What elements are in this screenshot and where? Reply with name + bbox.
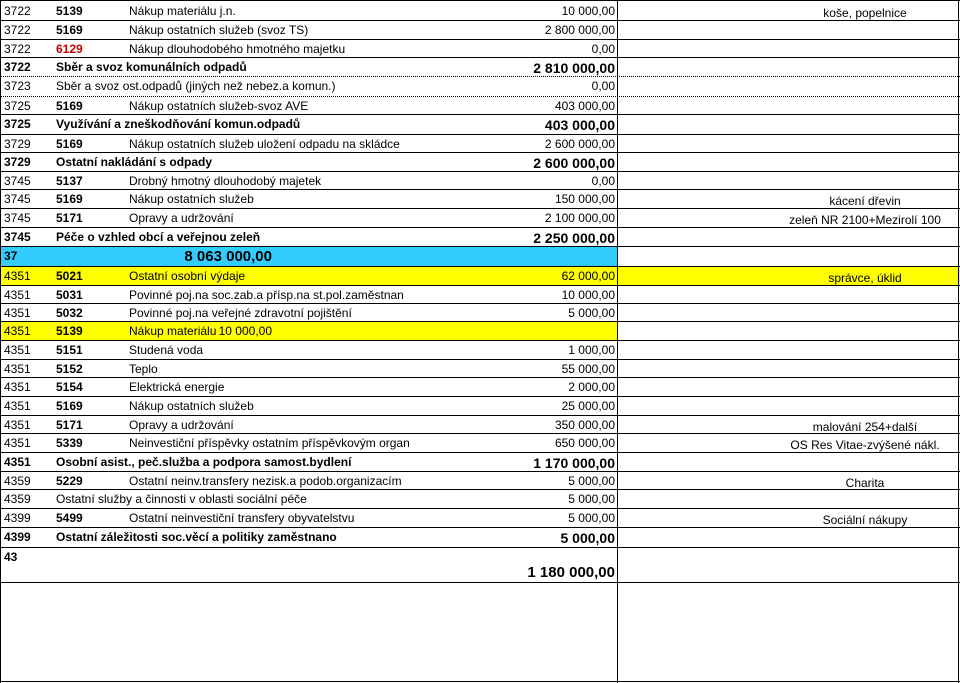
- paragraph-cell: 3745: [4, 174, 31, 188]
- column-border: [958, 0, 959, 683]
- paragraph-cell: 3725: [4, 99, 31, 113]
- grid-line: [0, 171, 960, 172]
- grid-line: [0, 340, 960, 341]
- amount-cell: 55 000,00: [561, 362, 615, 376]
- amount-cell: 8 063 000,00: [184, 248, 272, 265]
- item-name-cell: Nákup dlouhodobého hmotného majetku: [129, 42, 346, 56]
- item-code-cell: 5171: [56, 211, 83, 225]
- item-code-cell: 5139: [56, 4, 83, 18]
- table-row: [0, 416, 960, 434]
- item-code-cell: 5169: [56, 137, 83, 151]
- item-code-cell: 5169: [56, 23, 83, 37]
- paragraph-cell: 4351: [4, 343, 31, 357]
- item-name-cell: Nákup materiálu: [129, 324, 217, 338]
- grid-line: [0, 508, 960, 509]
- paragraph-cell: 4351: [4, 436, 31, 450]
- item-name-cell: Ostatní neinvestiční transfery obyvatelstvu: [129, 511, 355, 525]
- subtotal-row: [0, 77, 960, 97]
- amount-cell: 62 000,00: [561, 269, 615, 283]
- item-name-cell: Sběr a svoz ost.odpadů (jiných než nebez.a komun.): [56, 79, 336, 93]
- paragraph-cell: 4359: [4, 492, 31, 506]
- note-cell: zeleň NR 2100+Mezirolí 100: [789, 213, 941, 227]
- amount-cell: 5 000,00: [560, 530, 615, 546]
- grid-line: [0, 396, 960, 397]
- paragraph-cell: 4351: [4, 324, 31, 338]
- item-name-cell: Využívání a zneškodňování komun.odpadů: [56, 117, 301, 131]
- item-code-cell: 5031: [56, 288, 83, 302]
- item-name-cell: Sběr a svoz komunálních odpadů: [56, 60, 247, 74]
- subtotal-row: [0, 228, 960, 247]
- item-code-cell: 6129: [56, 42, 83, 56]
- grid-line: [0, 189, 960, 190]
- amount-cell: 5 000,00: [568, 511, 615, 525]
- grid-line: [0, 471, 960, 472]
- item-name-cell: Elektrická energie: [129, 380, 225, 394]
- item-code-cell: 5021: [56, 269, 83, 283]
- item-name-cell: Ostatní osobní výdaje: [129, 269, 246, 283]
- grid-line: [0, 359, 960, 360]
- item-name-cell: Teplo: [129, 362, 158, 376]
- amount-cell: 25 000,00: [561, 399, 615, 413]
- item-name-cell: Opravy a udržování: [129, 418, 234, 432]
- item-code-cell: 5032: [56, 306, 83, 320]
- table-row: [0, 267, 960, 286]
- table-row: [0, 341, 960, 360]
- grid-line: [0, 681, 960, 682]
- paragraph-cell: 3745: [4, 230, 31, 244]
- amount-cell: 0,00: [591, 42, 615, 56]
- grid-line: [0, 303, 960, 304]
- grid-line: [0, 152, 960, 153]
- item-code-cell: 5169: [56, 192, 83, 206]
- item-name-cell: Ostatní služby a činnosti v oblasti sociální péče: [56, 492, 307, 506]
- table-row: [0, 322, 617, 341]
- paragraph-cell: 3729: [4, 155, 31, 169]
- item-code-cell: 5154: [56, 380, 83, 394]
- item-name-cell: Nákup ostatních služeb: [129, 192, 254, 206]
- paragraph-cell: 37: [4, 249, 18, 263]
- grid-line: [0, 0, 960, 1]
- paragraph-cell: 4359: [4, 474, 31, 488]
- table-row: [0, 2, 960, 21]
- item-code-cell: 5137: [56, 174, 83, 188]
- table-row: [0, 190, 960, 209]
- item-name-cell: Ostatní záležitosti soc.věcí a politiky zaměstnano: [56, 530, 337, 544]
- table-row: [0, 472, 960, 490]
- amount-cell: 2 800 000,00: [544, 23, 615, 37]
- grid-line: [0, 547, 960, 548]
- paragraph-cell: 4399: [4, 530, 31, 544]
- grid-line: [0, 527, 960, 528]
- note-cell: kácení dřevin: [829, 194, 901, 208]
- amount-cell: 5 000,00: [568, 492, 615, 506]
- subtotal-row: [0, 115, 960, 135]
- item-code-cell: 5229: [56, 474, 83, 488]
- paragraph-cell: 3722: [4, 4, 31, 18]
- amount-cell: 2 810 000,00: [533, 60, 615, 76]
- grid-line: [0, 96, 960, 97]
- grid-line: [0, 227, 960, 228]
- amount-cell: 1 180 000,00: [527, 564, 615, 581]
- table-row: [0, 360, 960, 378]
- item-name-cell: Nákup ostatních služeb: [129, 399, 254, 413]
- grid-line: [0, 266, 960, 267]
- amount-cell: 403 000,00: [554, 99, 615, 113]
- column-border: [0, 0, 1, 683]
- grid-line: [0, 377, 960, 378]
- paragraph-cell: 3745: [4, 192, 31, 206]
- paragraph-cell: 4351: [4, 399, 31, 413]
- subtotal-row: [0, 153, 960, 172]
- item-name-cell: Drobný hmotný dlouhodobý majetek: [129, 174, 322, 188]
- grid-line: [0, 452, 960, 453]
- item-code-cell: 5139: [56, 324, 83, 338]
- paragraph-cell: 4351: [4, 362, 31, 376]
- item-name-cell: Osobní asist., peč.služba a podpora samost.bydlení: [56, 455, 352, 469]
- amount-cell: 10 000,00: [218, 324, 272, 338]
- paragraph-cell: 4351: [4, 306, 31, 320]
- paragraph-cell: 4351: [4, 380, 31, 394]
- amount-cell: 2 100 000,00: [544, 211, 615, 225]
- grid-line: [0, 208, 960, 209]
- paragraph-cell: 43: [4, 550, 18, 564]
- paragraph-cell: 4351: [4, 288, 31, 302]
- grid-line: [0, 582, 960, 583]
- item-name-cell: Opravy a udržování: [129, 211, 234, 225]
- amount-cell: 1 000,00: [568, 343, 615, 357]
- column-border: [617, 0, 618, 683]
- note-cell: OS Res Vitae-zvýšené nákl.: [790, 438, 940, 452]
- item-name-cell: Ostatní neinv.transfery nezisk.a podob.organizacím: [129, 474, 402, 488]
- table-row: [0, 209, 960, 228]
- amount-cell: 5 000,00: [568, 474, 615, 488]
- table-row: [0, 40, 960, 58]
- table-row: [0, 286, 960, 304]
- item-code-cell: 5339: [56, 436, 83, 450]
- item-name-cell: Povinné poj.na soc.zab.a přísp.na st.pol.zaměstnan: [129, 288, 404, 302]
- amount-cell: 2 600 000,00: [533, 155, 615, 171]
- paragraph-cell: 3722: [4, 60, 31, 74]
- grid-line: [0, 489, 960, 490]
- paragraph-cell: 4351: [4, 455, 31, 469]
- table-row: [0, 304, 960, 322]
- amount-cell: 10 000,00: [561, 288, 615, 302]
- table-row: [0, 97, 960, 115]
- amount-cell: 2 000,00: [568, 380, 615, 394]
- amount-cell: 650 000,00: [554, 436, 615, 450]
- subtotal-row: [0, 247, 617, 267]
- grid-line: [0, 20, 960, 21]
- amount-cell: 1 170 000,00: [533, 455, 615, 471]
- subtotal-row: [0, 453, 960, 472]
- item-name-cell: Ostatní nakládání s odpady: [56, 155, 213, 169]
- amount-cell: 350 000,00: [554, 418, 615, 432]
- grid-line: [0, 246, 960, 247]
- amount-cell: 10 000,00: [561, 4, 615, 18]
- item-name-cell: Nákup ostatních služeb-svoz AVE: [129, 99, 309, 113]
- table-row: [0, 135, 960, 153]
- item-code-cell: 5169: [56, 99, 83, 113]
- table-row: [0, 378, 960, 397]
- amount-cell: 150 000,00: [554, 192, 615, 206]
- amount-cell: 2 250 000,00: [533, 230, 615, 246]
- item-code-cell: 5499: [56, 511, 83, 525]
- note-cell: koše, popelnice: [823, 6, 907, 20]
- item-name-cell: Péče o vzhled obcí a veřejnou zeleň: [56, 230, 261, 244]
- subtotal-row: [0, 58, 960, 77]
- note-cell: Charita: [845, 476, 885, 490]
- amount-cell: 0,00: [591, 79, 615, 93]
- item-name-cell: Nákup ostatních služeb uložení odpadu na skládce: [129, 137, 400, 151]
- table-row: [0, 397, 960, 416]
- table-row: [0, 21, 960, 40]
- paragraph-cell: 3745: [4, 211, 31, 225]
- item-name-cell: Nákup ostatních služeb (svoz TS): [129, 23, 309, 37]
- item-name-cell: Neinvestiční příspěvky ostatním příspěvkovým organ: [129, 436, 410, 450]
- paragraph-cell: 4399: [4, 511, 31, 525]
- table-row: [0, 434, 960, 453]
- amount-cell: 2 600 000,00: [544, 137, 615, 151]
- item-name-cell: Studená voda: [129, 343, 204, 357]
- note-cell: správce, úklid: [828, 271, 902, 285]
- grid-line: [0, 39, 960, 40]
- grid-line: [0, 134, 960, 135]
- grid-line: [0, 285, 960, 286]
- amount-cell: 0,00: [591, 174, 615, 188]
- paragraph-cell: 3723: [4, 79, 31, 93]
- amount-cell: 403 000,00: [544, 117, 615, 133]
- item-name-cell: Povinné poj.na veřejné zdravotní pojištění: [129, 306, 352, 320]
- subtotal-row: [0, 490, 960, 509]
- note-cell: malování 254+další: [812, 420, 918, 434]
- paragraph-cell: 4351: [4, 269, 31, 283]
- grid-line: [0, 114, 960, 115]
- item-code-cell: 5152: [56, 362, 83, 376]
- paragraph-cell: 3729: [4, 137, 31, 151]
- paragraph-cell: 3722: [4, 42, 31, 56]
- paragraph-cell: 4351: [4, 418, 31, 432]
- grid-line: [0, 57, 960, 58]
- amount-cell: 5 000,00: [568, 306, 615, 320]
- item-code-cell: 5171: [56, 418, 83, 432]
- paragraph-cell: 3722: [4, 23, 31, 37]
- item-name-cell: Nákup materiálu j.n.: [129, 4, 236, 18]
- grid-line: [0, 433, 960, 434]
- grid-line: [0, 321, 960, 322]
- item-code-cell: 5169: [56, 399, 83, 413]
- subtotal-row: [0, 528, 960, 548]
- table-row: [0, 509, 960, 528]
- paragraph-cell: 3725: [4, 117, 31, 131]
- note-cell: Sociální nákupy: [822, 513, 908, 527]
- table-row: [0, 172, 960, 190]
- grid-line: [0, 415, 960, 416]
- item-code-cell: 5151: [56, 343, 83, 357]
- grid-line: [0, 76, 960, 77]
- subtotal-row: [0, 548, 960, 583]
